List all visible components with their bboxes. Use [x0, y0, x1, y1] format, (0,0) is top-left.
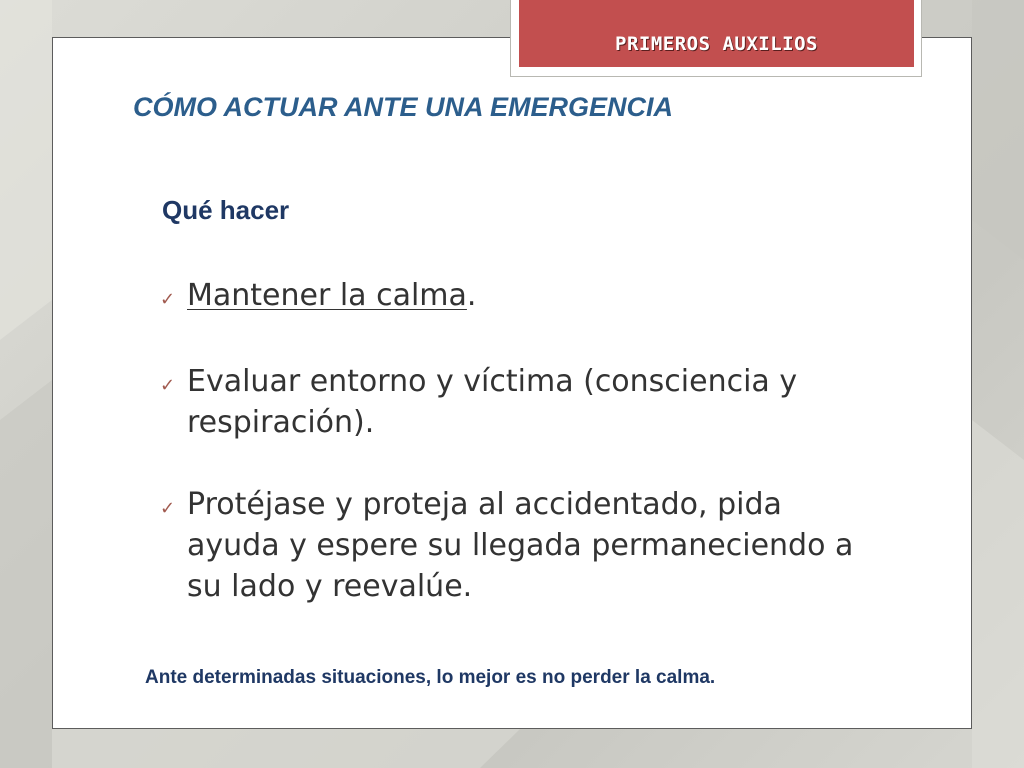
bullet-item-protect [160, 484, 880, 607]
slide-title: CÓMO ACTUAR ANTE UNA EMERGENCIA [133, 92, 673, 122]
bullet-list [160, 275, 880, 607]
header-tab [519, 0, 914, 67]
header-tab-label: PRIMEROS AUXILIOS [615, 32, 818, 55]
section-subheading: Qué hacer [162, 195, 290, 225]
check-mark-icon: ✓ [160, 289, 176, 310]
keep-calm-link[interactable]: Mantener la calma [187, 278, 467, 313]
check-mark-icon: ✓ [160, 498, 176, 519]
bullet-trailing-punctuation: . [466, 278, 477, 313]
bullet-text [187, 275, 880, 316]
bullet-text: Evaluar entorno y víctima (consciencia y respiración). [187, 364, 798, 440]
bullet-text: Protéjase y proteja al accidentado, pida ayuda y espere su llegada permaneciendo a su lado y reevalúe. [187, 487, 854, 604]
bullet-item-evaluate [160, 361, 880, 443]
bullet-item-keep-calm [160, 275, 880, 320]
footer-note: Ante determinadas situaciones, lo mejor es no perder la calma. [145, 667, 716, 688]
check-mark-icon: ✓ [160, 375, 176, 396]
